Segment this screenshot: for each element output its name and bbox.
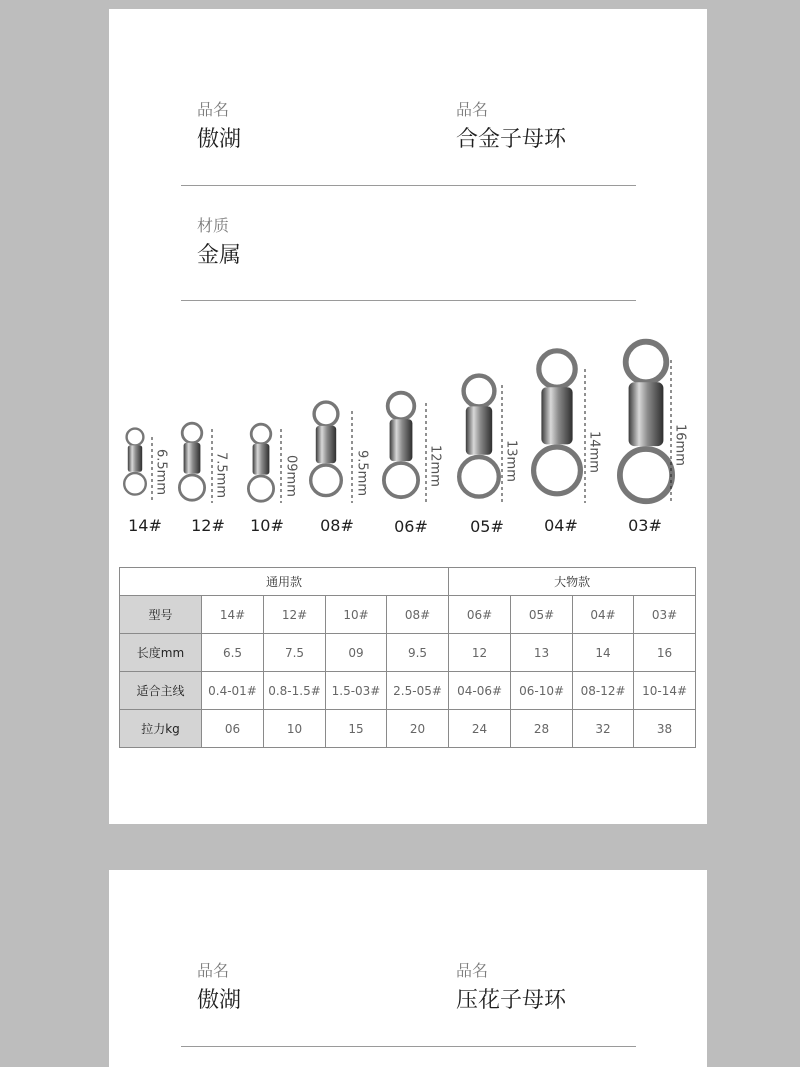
material-label: 材质 [197,216,230,235]
table-cell: 03# [634,596,696,634]
swivel-06 [384,393,418,498]
table-cell: 38 [634,710,696,748]
table-cell: 15 [326,710,387,748]
table-cell: 06# [449,596,511,634]
table-cell: 06 [202,710,264,748]
product-spec-card [109,9,707,824]
divider [181,1046,636,1047]
row-header-tension: 拉力kg [120,710,202,748]
table-cell: 10# [326,596,387,634]
table-cell: 28 [511,710,573,748]
table-cell: 20 [387,710,449,748]
dim-label-03: 16mm [672,424,688,466]
row-header-line: 适合主线 [120,672,202,710]
table-cell: 08-12# [573,672,634,710]
swivel-10 [248,424,273,501]
brand-value: 傲湖 [197,127,242,152]
dim-label-06: 12mm [427,445,443,487]
brand-value: 傲湖 [197,988,242,1013]
row-header-model: 型号 [120,596,202,634]
size-label-10: 10# [250,516,284,535]
product-name-value: 压花子母环 [456,988,567,1013]
product-name-label: 品名 [456,961,489,980]
table-cell: 7.5 [264,634,326,672]
table-cell: 6.5 [202,634,264,672]
table-cell: 1.5-03# [326,672,387,710]
table-row [120,710,696,748]
table-cell: 0.4-01# [202,672,264,710]
table-cell: 08# [387,596,449,634]
dim-label-04: 14mm [586,431,602,473]
dim-label-12: 7.5mm [213,452,229,499]
swivel-05 [459,376,499,497]
group-header-large: 大物款 [449,568,696,596]
material-value: 金属 [197,243,242,268]
table-cell: 9.5 [387,634,449,672]
table-cell: 24 [449,710,511,748]
product-name-label: 品名 [456,100,489,119]
table-cell: 32 [573,710,634,748]
table-cell: 10 [264,710,326,748]
group-header-general: 通用款 [120,568,449,596]
table-row [120,596,696,634]
table-cell: 09 [326,634,387,672]
table-group-row [120,568,696,596]
table-cell: 12# [264,596,326,634]
table-cell: 04# [573,596,634,634]
swivel-04 [534,351,581,494]
product-name-value: 合金子母环 [456,127,567,152]
size-label-12: 12# [191,516,225,535]
swivel-illustration-svg [109,9,707,549]
table-cell: 06-10# [511,672,573,710]
dim-label-10: 09mm [283,455,299,497]
swivel-14 [124,429,146,495]
table-cell: 13 [511,634,573,672]
size-label-03: 03# [628,516,662,535]
size-label-05: 05# [470,517,504,536]
product-name-field [456,961,566,1015]
table-row [120,634,696,672]
swivel-08 [311,402,342,496]
size-label-14: 14# [128,516,162,535]
table-cell: 10-14# [634,672,696,710]
table-cell: 16 [634,634,696,672]
table-row [120,672,696,710]
table-cell: 14# [202,596,264,634]
product-spec-card-2 [109,870,707,1067]
swivel-size-illustration [109,9,707,549]
table-cell: 2.5-05# [387,672,449,710]
size-label-08: 08# [320,516,354,535]
brand-label: 品名 [197,100,230,119]
row-header-length: 长度mm [120,634,202,672]
swivel-12 [179,423,204,500]
swivel-03 [620,342,672,502]
brand-label: 品名 [197,961,230,980]
table-cell: 05# [511,596,573,634]
table-cell: 04-06# [449,672,511,710]
dim-label-08: 9.5mm [354,450,370,497]
size-label-04: 04# [544,516,578,535]
size-label-06: 06# [394,517,428,536]
dim-label-14: 6.5mm [153,449,169,496]
table-cell: 0.8-1.5# [264,672,326,710]
table-cell: 12 [449,634,511,672]
spec-table [119,567,696,748]
brand-field [197,961,241,1015]
dim-label-05: 13mm [503,440,519,482]
table-cell: 14 [573,634,634,672]
